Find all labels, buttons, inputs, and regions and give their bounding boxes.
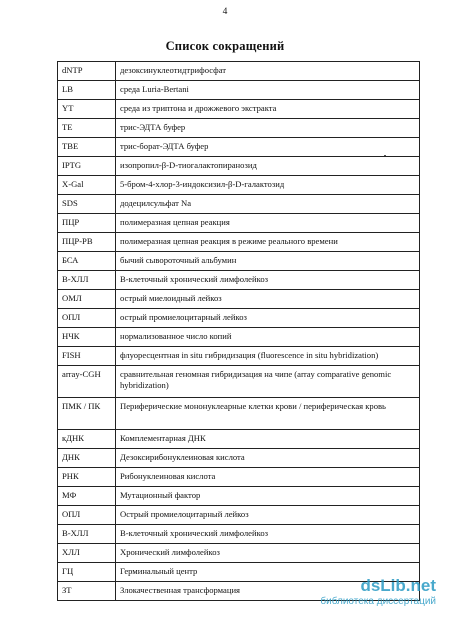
table-row bbox=[58, 138, 420, 157]
abbreviation-cell: ОПЛ bbox=[58, 506, 116, 525]
definition-cell: полимеразная цепная реакция bbox=[116, 214, 420, 233]
table-row bbox=[58, 544, 420, 563]
table-row bbox=[58, 233, 420, 252]
definition-cell: острый промиелоцитарный лейкоз bbox=[116, 309, 420, 328]
table-row bbox=[58, 81, 420, 100]
abbreviation-cell: БСА bbox=[58, 252, 116, 271]
scan-mark bbox=[384, 155, 386, 156]
table-row bbox=[58, 347, 420, 366]
watermark-subtitle: библиотека диссертаций bbox=[320, 596, 436, 607]
abbreviations-table bbox=[57, 61, 420, 601]
definition-cell: В-клеточный хронический лимфолейкоз bbox=[116, 525, 420, 544]
abbreviation-cell: TBE bbox=[58, 138, 116, 157]
table-row bbox=[58, 119, 420, 138]
definition-cell: Комплементарная ДНК bbox=[116, 430, 420, 449]
definition-cell: нормализованное число копий bbox=[116, 328, 420, 347]
definition-cell: додецилсульфат Na bbox=[116, 195, 420, 214]
page-number: 4 bbox=[222, 7, 228, 17]
table-row bbox=[58, 449, 420, 468]
definition-cell: Мутационный фактор bbox=[116, 487, 420, 506]
abbreviation-cell: ПЦР bbox=[58, 214, 116, 233]
page-title: Список сокращений bbox=[165, 39, 285, 53]
abbreviation-cell: FISH bbox=[58, 347, 116, 366]
abbreviation-cell: array-CGH bbox=[58, 366, 116, 398]
definition-cell: среда из триптона и дрожжевого экстракта bbox=[116, 100, 420, 119]
definition-cell: Герминальный центр bbox=[116, 563, 420, 582]
abbreviation-cell: ХЛЛ bbox=[58, 544, 116, 563]
definition-cell: В-клеточный хронический лимфолейкоз bbox=[116, 271, 420, 290]
table-row bbox=[58, 366, 420, 398]
table-row bbox=[58, 290, 420, 309]
table-row bbox=[58, 398, 420, 430]
definition-cell: трис-борат-ЭДТА буфер bbox=[116, 138, 420, 157]
abbreviation-cell: ОМЛ bbox=[58, 290, 116, 309]
table-row bbox=[58, 430, 420, 449]
abbreviation-cell: SDS bbox=[58, 195, 116, 214]
definition-cell: флуоресцентная in situ гибридизация (fluorescence in situ hybridization) bbox=[116, 347, 420, 366]
definition-cell: среда Luria-Bertani bbox=[116, 81, 420, 100]
watermark-brand: dsLib.net bbox=[360, 576, 436, 595]
definition-cell: 5-бром-4-хлор-3-индоксизил-β-D-галактозид bbox=[116, 176, 420, 195]
table-row bbox=[58, 328, 420, 347]
definition-cell: трис-ЭДТА буфер bbox=[116, 119, 420, 138]
abbreviation-cell: TE bbox=[58, 119, 116, 138]
abbreviation-cell: YT bbox=[58, 100, 116, 119]
definition-cell: Злокачественная трансформация bbox=[116, 582, 420, 601]
abbreviation-cell: РНК bbox=[58, 468, 116, 487]
table-row bbox=[58, 62, 420, 81]
table-row bbox=[58, 195, 420, 214]
abbreviation-cell: ЗТ bbox=[58, 582, 116, 601]
definition-cell: бычий сывороточный альбумин bbox=[116, 252, 420, 271]
definition-cell: Дезоксирибонуклеиновая кислота bbox=[116, 449, 420, 468]
table-row bbox=[58, 252, 420, 271]
definition-cell: сравнительная геномная гибридизация на чипе (array comparative genomic hybridization) bbox=[116, 366, 420, 398]
table-row bbox=[58, 525, 420, 544]
table-row bbox=[58, 468, 420, 487]
abbreviation-cell: МФ bbox=[58, 487, 116, 506]
abbreviation-cell: LB bbox=[58, 81, 116, 100]
abbreviation-cell: IPTG bbox=[58, 157, 116, 176]
abbreviation-cell: dNTP bbox=[58, 62, 116, 81]
table-row bbox=[58, 309, 420, 328]
table-row bbox=[58, 100, 420, 119]
abbreviation-cell: X-Gal bbox=[58, 176, 116, 195]
definition-cell: Хронический лимфолейкоз bbox=[116, 544, 420, 563]
table-row bbox=[58, 214, 420, 233]
definition-cell: полимеразная цепная реакция в режиме реального времени bbox=[116, 233, 420, 252]
table-row bbox=[58, 157, 420, 176]
watermark bbox=[320, 577, 436, 608]
abbreviation-cell: ДНК bbox=[58, 449, 116, 468]
definition-cell: изопропил-β-D-тиогалактопиранозид bbox=[116, 157, 420, 176]
definition-cell: Рибонуклеиновая кислота bbox=[116, 468, 420, 487]
table-row bbox=[58, 176, 420, 195]
table-row bbox=[58, 487, 420, 506]
definition-cell: Острый промиелоцитарный лейкоз bbox=[116, 506, 420, 525]
table-row bbox=[58, 271, 420, 290]
abbreviation-cell: НЧК bbox=[58, 328, 116, 347]
abbreviation-cell: ГЦ bbox=[58, 563, 116, 582]
definition-cell: острый миелоидный лейкоз bbox=[116, 290, 420, 309]
abbreviation-cell: ПМК / ПК bbox=[58, 398, 116, 430]
abbreviation-cell: кДНК bbox=[58, 430, 116, 449]
abbreviation-cell: ОПЛ bbox=[58, 309, 116, 328]
abbreviation-cell: В-ХЛЛ bbox=[58, 271, 116, 290]
table-row bbox=[58, 506, 420, 525]
definition-cell: дезоксинуклеотидтрифосфат bbox=[116, 62, 420, 81]
definition-cell: Периферические мононуклеарные клетки крови / периферическая кровь bbox=[116, 398, 420, 430]
abbreviation-cell: В-ХЛЛ bbox=[58, 525, 116, 544]
abbreviation-cell: ПЦР-РВ bbox=[58, 233, 116, 252]
